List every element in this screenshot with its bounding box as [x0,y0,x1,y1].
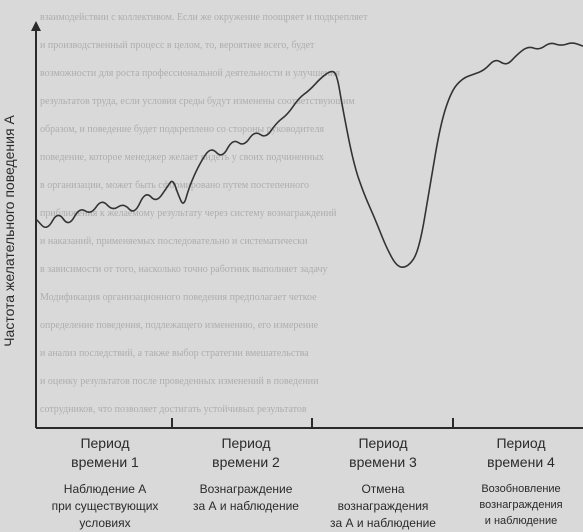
period-3-description-line: за А и наблюдение [330,516,436,530]
svg-text:в зависимости от того, насколь: в зависимости от того, насколько точно работник выполняет задачу [40,264,328,275]
period-1-description [40,481,170,532]
period-1-number: времени 1 [71,454,139,470]
period-2-label [181,434,311,515]
period-2-title: Период [221,435,271,451]
period-4-title: Период [496,435,546,451]
svg-text:поведение, которое менеджер же: поведение, которое менеджер желает видеть у своих подчиненных [40,152,324,163]
svg-text:возможности для роста професси: возможности для роста профессиональной деятельности и улучшения [40,68,341,79]
svg-text:сотрудников, что позволяет дос: сотрудников, что позволяет достигать устойчивых результатов [40,404,307,415]
y-axis-label: Частота желательного поведения А [1,115,17,347]
period-4-description-line: вознаграждения [479,499,563,511]
svg-text:определение поведения, подлежа: определение поведения, подлежащего изменению, его измерение [40,320,319,331]
period-1-description-line: условиях [79,516,131,530]
period-1-title: Период [80,435,130,451]
svg-text:взаимодействии с коллективом.: взаимодействии с коллективом. Если же окружение поощряет и подкрепляет [40,12,368,23]
svg-text:Модификация организационного п: Модификация организационного поведения предполагает четкое [40,292,317,303]
period-3-label [318,434,448,532]
period-4-label [456,434,583,529]
period-3-description-line: Отмена [361,482,405,496]
period-3-description-line: вознаграждения [337,499,429,513]
svg-text:образом, и поведение будет под: образом, и поведение будет подкреплено со стороны руководителя [40,124,325,135]
period-4-description [456,481,583,529]
period-3-description [318,481,448,532]
period-3-title: Период [358,435,408,451]
period-3-number: времени 3 [349,454,417,470]
svg-text:и производственный процесс в ц: и производственный процесс в целом, то, вероятнее всего, будет [40,40,315,51]
svg-text:приближения к желаемому резуль: приближения к желаемому результату через систему вознаграждений [40,208,337,219]
period-2-description-line: за А и наблюдение [193,499,299,513]
svg-text:и наказаний, применяемых после: и наказаний, применяемых последовательно и систематически [40,236,308,247]
svg-text:и анализ последствий, а также: и анализ последствий, а также выбор стратегии вмешательства [40,348,309,359]
behavior-frequency-line [36,43,583,267]
period-1-description-line: Наблюдение А [63,482,147,496]
period-4-description-line: Возобновление [481,483,561,495]
svg-text:в организации, может быть сфор: в организации, может быть сформировано путем постепенного [40,180,309,191]
period-2-number: времени 2 [212,454,280,470]
svg-text:результатов труда, если услови: результатов труда, если условия среды будут изменены соответствующим [40,96,355,107]
period-4-number: времени 4 [487,454,555,470]
period-1-description-line: при существующих [51,499,159,513]
svg-text:и оценку результатов после про: и оценку результатов после проведенных изменений в поведении [40,376,319,387]
period-2-description [181,481,311,515]
period-1-label [40,434,170,532]
period-2-description-line: Вознаграждение [199,482,293,496]
period-4-description-line: и наблюдение [484,515,558,527]
